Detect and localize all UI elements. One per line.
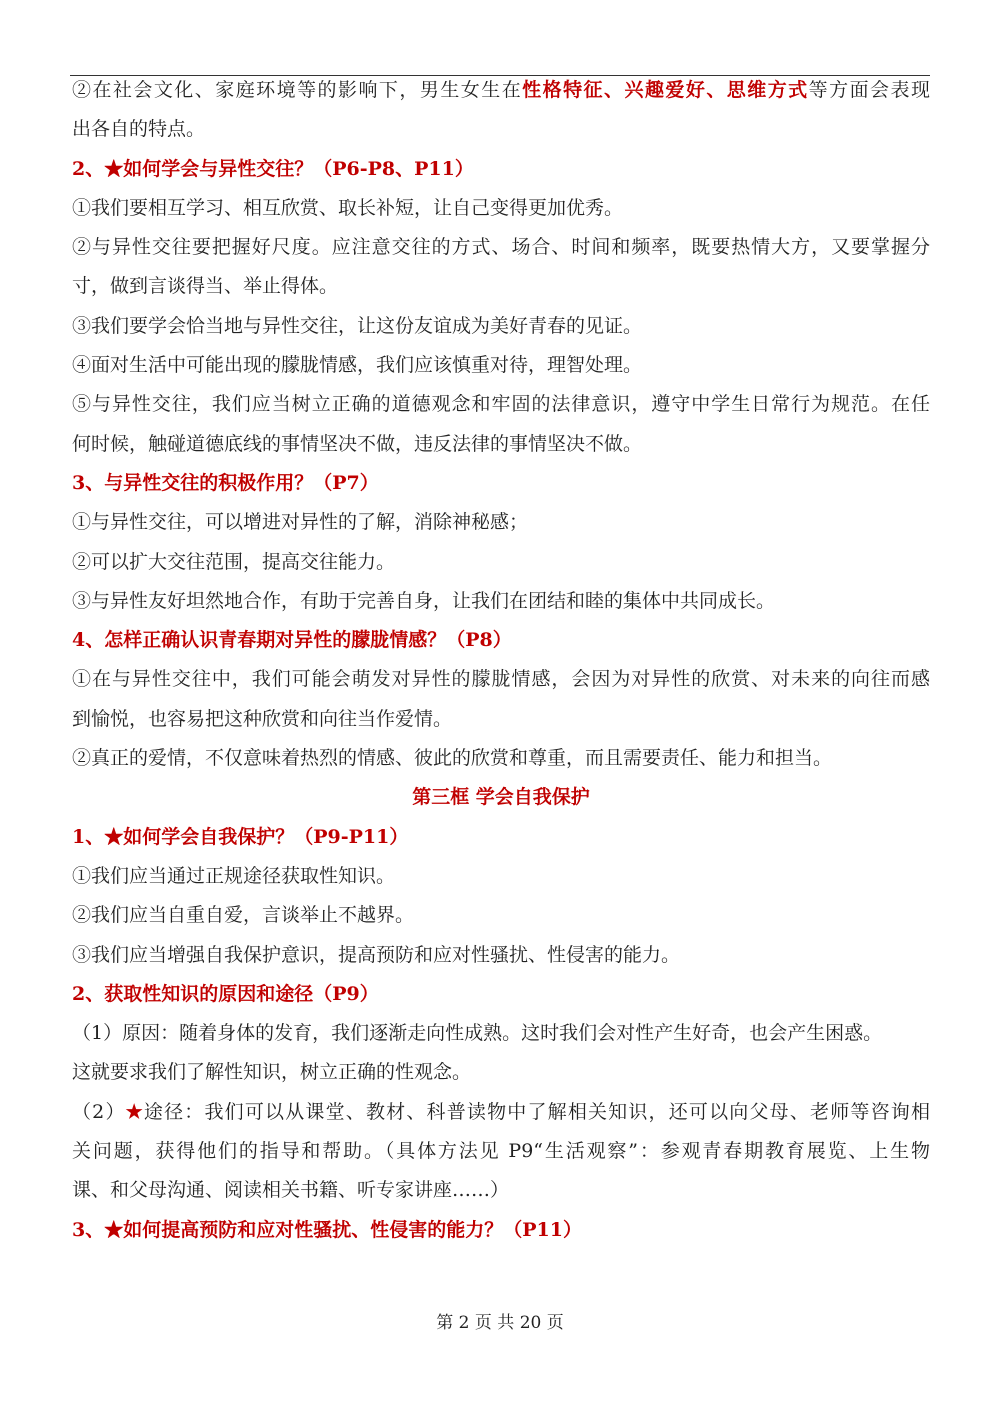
paragraph-line: ③我们要学会恰当地与异性交往，让这份友谊成为美好青春的见证。 — [72, 314, 643, 337]
paragraph-line — [72, 1093, 930, 1132]
paragraph-line: ①在与异性交往中，我们可能会萌发对异性的朦胧情感，会因为对异性的欣赏、对未来的向往而感 — [72, 668, 930, 691]
paragraph-line: ③我们应当增强自我保护意识，提高预防和应对性骚扰、性侵害的能力。 — [72, 943, 681, 966]
paragraph-line: 课、和父母沟通、阅读相关书籍、听专家讲座……） — [72, 1179, 510, 1202]
paragraph-line: 寸，做到言谈得当、举止得体。 — [72, 275, 339, 298]
page-number: 第 2 页 共 20 页 — [436, 1313, 564, 1333]
paragraph-line: ②与异性交往要把握好尺度。应注意交往的方式、场合、时间和频率，既要热情大方，又要掌握分 — [72, 236, 930, 259]
paragraph-line: 这就要求我们了解性知识，树立正确的性观念。 — [72, 1061, 472, 1084]
question-heading: 3、★如何提高预防和应对性骚扰、性侵害的能力？（P11） — [72, 1218, 582, 1241]
paragraph-line: ②真正的爱情，不仅意味着热烈的情感、彼此的欣赏和尊重，而且需要责任、能力和担当。 — [72, 747, 833, 770]
star-mark: ★ — [125, 1100, 144, 1123]
question-heading: 2、获取性知识的原因和途径（P9） — [72, 982, 379, 1005]
paragraph-line: 到愉悦，也容易把这种欣赏和向往当作爱情。 — [72, 707, 453, 730]
paragraph-line: ④面对生活中可能出现的朦胧情感，我们应该慎重对待，理智处理。 — [72, 354, 643, 377]
paragraph-line: ⑤与异性交往，我们应当树立正确的道德观念和牢固的法律意识，遵守中学生日常行为规范。在任 — [72, 393, 930, 416]
paragraph-line: ①与异性交往，可以增进对异性的了解，消除神秘感； — [72, 511, 529, 534]
paragraph-line: ②我们应当自重自爱，言谈举止不越界。 — [72, 904, 415, 927]
paragraph-line: ②可以扩大交往范围，提高交往能力。 — [72, 550, 396, 573]
question-heading: 2、★如何学会与异性交往？（P6-P8、P11） — [72, 157, 474, 180]
paragraph-line: （1）原因：随着身体的发育，我们逐渐走向性成熟。这时我们会对性产生好奇，也会产生困惑。 — [72, 1022, 883, 1045]
text: ②在社会文化、家庭环境等的影响下，男生女生在 — [72, 79, 523, 101]
question-heading: 3、与异性交往的积极作用？（P7） — [72, 471, 379, 494]
text: 途径：我们可以从课堂、教材、科普读物中了解相关知识，还可以向父母、老师等咨询相 — [143, 1100, 930, 1123]
paragraph-line: ①我们应当通过正规途径获取性知识。 — [72, 864, 396, 887]
text: （2） — [72, 1100, 126, 1123]
section-title: 第三框 学会自我保护 — [412, 786, 590, 809]
highlight-text: 性格特征、兴趣爱好、思维方式 — [522, 79, 809, 101]
question-heading: 1、★如何学会自我保护？（P9-P11） — [72, 825, 409, 848]
paragraph-line: 关问题，获得他们的指导和帮助。（具体方法见 P9“生活观察”：参观青春期教育展览、上生物 — [72, 1140, 930, 1163]
paragraph-line: ③与异性友好坦然地合作，有助于完善自身，让我们在团结和睦的集体中共同成长。 — [72, 589, 776, 612]
page-body — [72, 71, 930, 1250]
paragraph-line: 何时候，触碰道德底线的事情坚决不做，违反法律的事情坚决不做。 — [72, 432, 643, 455]
text: 等方面会表现 — [808, 79, 930, 101]
paragraph-line: ①我们要相互学习、相互欣赏、取长补短，让自己变得更加优秀。 — [72, 196, 624, 219]
paragraph-line: 出各自的特点。 — [72, 118, 206, 141]
paragraph-line — [72, 71, 930, 110]
question-heading: 4、怎样正确认识青春期对异性的朦胧情感？（P8） — [72, 629, 512, 652]
